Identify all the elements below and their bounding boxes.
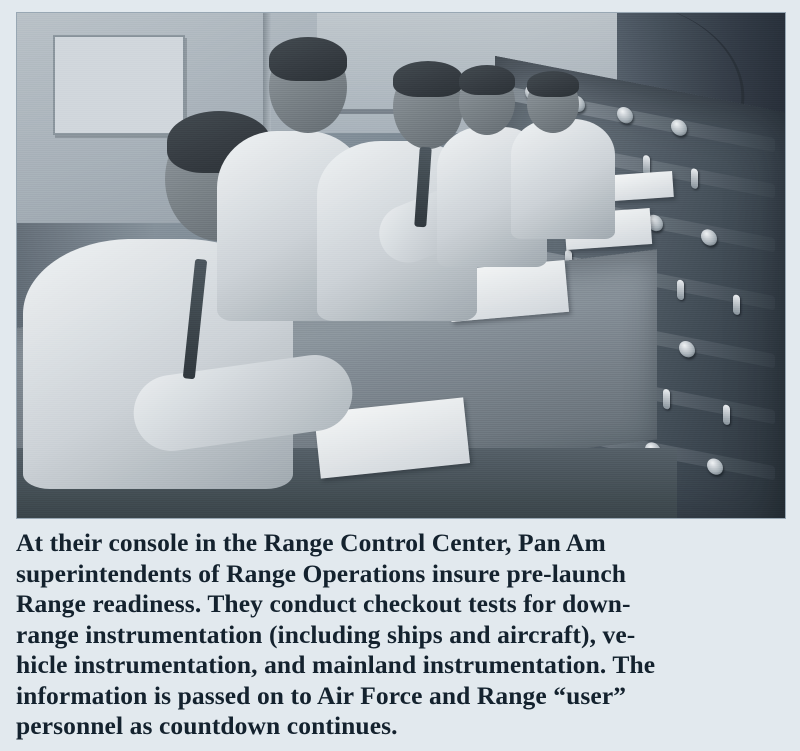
caption-line: Range readiness. They conduct checkout tests for down-	[16, 589, 631, 618]
caption-line: hicle instrumentation, and mainland instrumentation. The	[16, 650, 656, 679]
photograph	[16, 12, 786, 519]
person-5-torso	[511, 119, 615, 239]
caption-line: personnel as countdown continues.	[16, 711, 398, 740]
caption-line: information is passed on to Air Force and Range “user”	[16, 680, 627, 710]
person-5-hair	[527, 71, 579, 97]
caption-line: range instrumentation (including ships and aircraft), ve-	[16, 619, 636, 649]
person-4-hair	[459, 65, 515, 95]
paper-stack-farthest	[612, 171, 674, 201]
wall-notice-board	[53, 35, 185, 135]
person-3-hair	[393, 61, 463, 97]
photo-image	[17, 13, 785, 518]
caption-line: At their console in the Range Control Center, Pan Am	[16, 528, 606, 557]
person-2-hair	[269, 37, 347, 81]
photo-caption	[16, 528, 784, 742]
caption-line: superintendents of Range Operations insure pre-launch	[16, 558, 627, 588]
